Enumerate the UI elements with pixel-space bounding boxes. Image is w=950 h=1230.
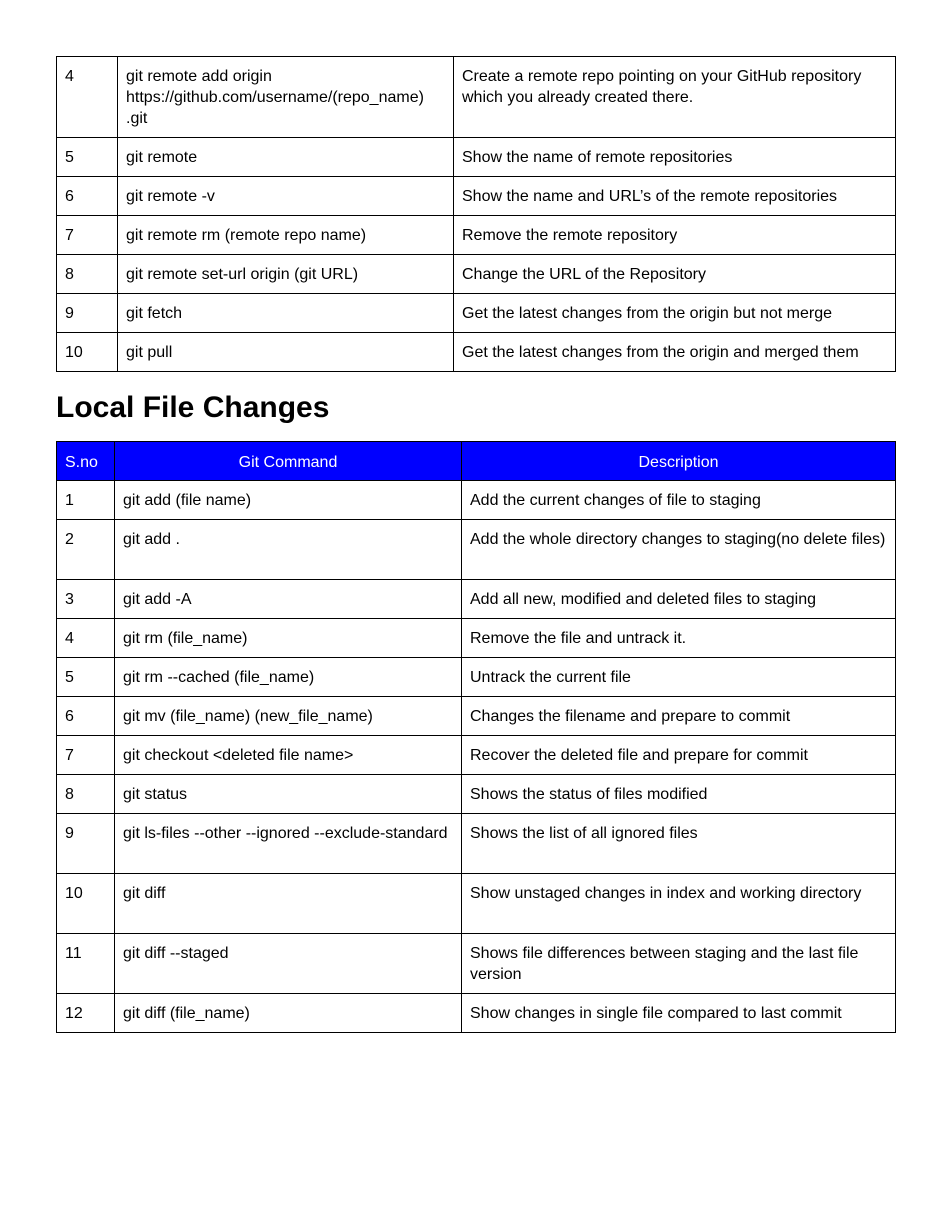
table-row xyxy=(57,658,896,697)
table-row xyxy=(57,736,896,775)
table-row xyxy=(57,934,896,994)
description-cell: Add the current changes of file to staging xyxy=(462,481,896,520)
table-row xyxy=(57,619,896,658)
section-title: Local File Changes xyxy=(56,391,330,424)
table-row xyxy=(57,481,896,520)
command-cell: git pull xyxy=(118,333,454,372)
table-row xyxy=(57,333,896,372)
command-cell: git add -A xyxy=(115,580,462,619)
sno-cell: 1 xyxy=(57,481,115,520)
description-cell: Create a remote repo pointing on your GitHub repository which you already created there. xyxy=(454,57,896,138)
description-cell: Untrack the current file xyxy=(462,658,896,697)
header-description: Description xyxy=(462,442,896,481)
command-cell: git diff --staged xyxy=(115,934,462,994)
description-cell: Add the whole directory changes to staging(no delete files) xyxy=(462,520,896,580)
table-row xyxy=(57,580,896,619)
sno-cell: 5 xyxy=(57,658,115,697)
header-sno: S.no xyxy=(57,442,115,481)
sno-cell: 5 xyxy=(57,138,118,177)
description-cell: Get the latest changes from the origin but not merge xyxy=(454,294,896,333)
command-cell: git remote xyxy=(118,138,454,177)
sno-cell: 9 xyxy=(57,294,118,333)
header-git-command: Git Command xyxy=(115,442,462,481)
table-row xyxy=(57,138,896,177)
sno-cell: 9 xyxy=(57,814,115,874)
sno-cell: 12 xyxy=(57,994,115,1033)
description-cell: Show the name and URL’s of the remote repositories xyxy=(454,177,896,216)
table-row xyxy=(57,814,896,874)
table-row xyxy=(57,775,896,814)
command-cell: git mv (file_name) (new_file_name) xyxy=(115,697,462,736)
description-cell: Shows file differences between staging and the last file version xyxy=(462,934,896,994)
command-cell: git rm (file_name) xyxy=(115,619,462,658)
command-line-2: https://github.com/username/(repo_name) xyxy=(126,89,424,106)
table-header-row xyxy=(57,442,896,481)
sno-cell: 4 xyxy=(57,619,115,658)
remote-commands-table xyxy=(56,56,896,372)
sno-cell: 6 xyxy=(57,697,115,736)
command-cell: git remote set-url origin (git URL) xyxy=(118,255,454,294)
table-row xyxy=(57,177,896,216)
command-cell: git diff xyxy=(115,874,462,934)
description-cell: Changes the filename and prepare to commit xyxy=(462,697,896,736)
command-cell: git remote rm (remote repo name) xyxy=(118,216,454,255)
table-row xyxy=(57,294,896,333)
description-cell: Recover the deleted file and prepare for commit xyxy=(462,736,896,775)
command-cell: git checkout <deleted file name> xyxy=(115,736,462,775)
table-row xyxy=(57,57,896,138)
description-cell: Shows the status of files modified xyxy=(462,775,896,814)
command-cell: git ls-files --other --ignored --exclude-standard xyxy=(115,814,462,874)
description-cell: Shows the list of all ignored files xyxy=(462,814,896,874)
sno-cell: 11 xyxy=(57,934,115,994)
local-file-changes-table xyxy=(56,441,896,1033)
description-cell: Remove the remote repository xyxy=(454,216,896,255)
command-cell: git add (file name) xyxy=(115,481,462,520)
description-cell: Show the name of remote repositories xyxy=(454,138,896,177)
description-cell: Get the latest changes from the origin and merged them xyxy=(454,333,896,372)
command-cell: git rm --cached (file_name) xyxy=(115,658,462,697)
table-row xyxy=(57,216,896,255)
table-row xyxy=(57,874,896,934)
description-cell: Remove the file and untrack it. xyxy=(462,619,896,658)
sno-cell: 8 xyxy=(57,255,118,294)
sno-cell: 10 xyxy=(57,874,115,934)
command-line-3: .git xyxy=(126,110,148,127)
command-line-1: git remote add origin xyxy=(126,68,272,85)
command-cell: git status xyxy=(115,775,462,814)
sno-cell: 8 xyxy=(57,775,115,814)
command-cell: git fetch xyxy=(118,294,454,333)
command-cell: git diff (file_name) xyxy=(115,994,462,1033)
description-cell: Change the URL of the Repository xyxy=(454,255,896,294)
sno-cell: 3 xyxy=(57,580,115,619)
sno-cell: 10 xyxy=(57,333,118,372)
command-cell xyxy=(118,57,454,138)
description-cell: Add all new, modified and deleted files to staging xyxy=(462,580,896,619)
description-cell: Show unstaged changes in index and working directory xyxy=(462,874,896,934)
table-row xyxy=(57,520,896,580)
table-row xyxy=(57,697,896,736)
sno-cell: 6 xyxy=(57,177,118,216)
command-cell: git add . xyxy=(115,520,462,580)
command-cell: git remote -v xyxy=(118,177,454,216)
sno-cell: 4 xyxy=(57,57,118,138)
description-cell: Show changes in single file compared to last commit xyxy=(462,994,896,1033)
table-row xyxy=(57,994,896,1033)
sno-cell: 2 xyxy=(57,520,115,580)
sno-cell: 7 xyxy=(57,736,115,775)
sno-cell: 7 xyxy=(57,216,118,255)
table-row xyxy=(57,255,896,294)
